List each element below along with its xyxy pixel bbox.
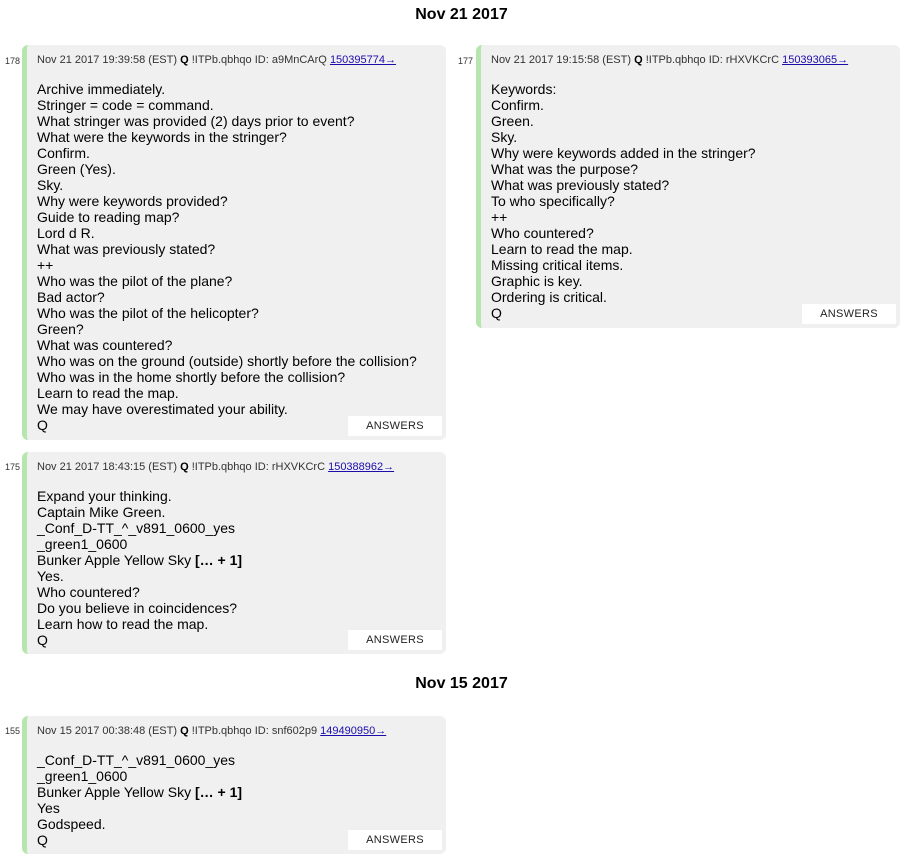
post-source-link[interactable]: 150388962→ [328,461,395,473]
post-line: ++ [491,209,508,225]
post-line: Ordering is critical. [491,289,607,305]
post-line: _green1_0600 [37,768,128,784]
post-card [22,716,446,854]
post-line: Expand your thinking. [37,488,172,504]
id-label: ID: [254,54,269,66]
post-line: Learn to read the map. [491,241,633,257]
post-meta [37,724,436,738]
post-line: Who countered? [37,584,140,600]
id-label: ID: [708,54,723,66]
post-line: What was previously stated? [491,177,670,193]
poster-id: rHXVKCrC [271,461,326,473]
post-line: What stringer was provided (2) days prior to event? [37,113,355,129]
post-line: Captain Mike Green. [37,504,166,520]
post-source-link[interactable]: 149490950→ [320,725,387,737]
post-meta [37,460,436,474]
post-line: What were the keywords in the stringer? [37,129,287,145]
tripcode: !ITPb.qbhqo [191,461,252,473]
poster-id: rHXVKCrC [725,54,780,66]
post-line: Confirm. [37,145,90,161]
post-timestamp: Nov 21 2017 19:15:58 (EST) [491,54,632,66]
post-card [476,45,900,328]
answers-button[interactable]: ANSWERS [348,830,442,850]
post-line: Yes. [37,568,64,584]
post-line: Graphic is key. [491,273,583,289]
post-line [37,784,436,800]
answers-button[interactable]: ANSWERS [348,630,442,650]
post-line: Green? [37,321,84,337]
post-line [37,552,436,568]
post-number: 175 [5,462,21,472]
post-line: ++ [37,257,54,273]
post-line: Green. [491,113,534,129]
post-number: 155 [5,726,21,736]
post-line: Archive immediately. [37,81,166,97]
post-line: Yes [37,800,60,816]
poster-name: Q [180,725,189,737]
post-line: Q [37,417,48,433]
expand-toggle[interactable]: [… + 1] [195,784,243,800]
post-line: Do you believe in coincidences? [37,600,238,616]
answers-button[interactable]: ANSWERS [802,304,896,324]
post-line: Bad actor? [37,289,105,305]
post-line: Guide to reading map? [37,209,180,225]
post-line: _green1_0600 [37,536,128,552]
post-line: _Conf_D-TT_^_v891_0600_yes [37,520,236,536]
post-line: Q [37,832,48,848]
post-card [22,452,446,654]
post-card [22,45,446,440]
post-line: Who was on the ground (outside) shortly before the collision? [37,353,417,369]
post-line: Q [37,632,48,648]
post-line-text: Bunker Apple Yellow Sky [37,552,192,568]
post-line: Why were keywords provided? [37,193,228,209]
poster-name: Q [180,461,189,473]
post-line: Who was the pilot of the plane? [37,273,233,289]
answers-button[interactable]: ANSWERS [348,416,442,436]
post-line: Who was the pilot of the helicopter? [37,305,259,321]
post-line: Green (Yes). [37,161,116,177]
post-body [37,488,436,648]
expand-toggle[interactable]: [… + 1] [195,552,243,568]
post-number: 177 [458,56,474,66]
post-line: Confirm. [491,97,544,113]
post-line: Q [491,305,502,321]
post-line: Learn to read the map. [37,385,179,401]
poster-id: a9MnCArQ [271,54,327,66]
post-line: Keywords: [491,81,557,97]
post-line: Who was in the home shortly before the collision? [37,369,346,385]
post-line: Missing critical items. [491,257,624,273]
post-line: Who countered? [491,225,594,241]
poster-name: Q [634,54,643,66]
post-meta [491,53,890,67]
post-timestamp: Nov 21 2017 18:43:15 (EST) [37,461,178,473]
post-line: What was the purpose? [491,161,639,177]
id-label: ID: [254,461,269,473]
tripcode: !ITPb.qbhqo [191,54,252,66]
post-source-link[interactable]: 150395774→ [329,54,396,66]
poster-id: snf602p9 [271,725,318,737]
post-line-text: Bunker Apple Yellow Sky [37,784,192,800]
tripcode: !ITPb.qbhqo [191,725,252,737]
post-line: Learn how to read the map. [37,616,209,632]
post-line: What was previously stated? [37,241,216,257]
post-line: Godspeed. [37,816,106,832]
post-line: Why were keywords added in the stringer? [491,145,756,161]
post-timestamp: Nov 15 2017 00:38:48 (EST) [37,725,178,737]
tripcode: !ITPb.qbhqo [645,54,706,66]
post-line: What was countered? [37,337,173,353]
post-timestamp: Nov 21 2017 19:39:58 (EST) [37,54,178,66]
id-label: ID: [254,725,269,737]
post-line: Stringer = code = command. [37,97,214,113]
post-line: Lord d R. [37,225,95,241]
post-number: 178 [5,56,21,66]
section-date-heading: Nov 15 2017 [415,675,508,692]
section-date-heading: Nov 21 2017 [415,6,508,23]
poster-name: Q [180,54,189,66]
post-body [37,81,436,433]
post-line: Sky. [37,177,64,193]
post-line: We may have overestimated your ability. [37,401,288,417]
post-source-link[interactable]: 150393065→ [782,54,849,66]
post-meta [37,53,436,67]
post-line: To who specifically? [491,193,615,209]
post-body [491,81,890,321]
post-line: _Conf_D-TT_^_v891_0600_yes [37,752,236,768]
post-line: Sky. [491,129,518,145]
